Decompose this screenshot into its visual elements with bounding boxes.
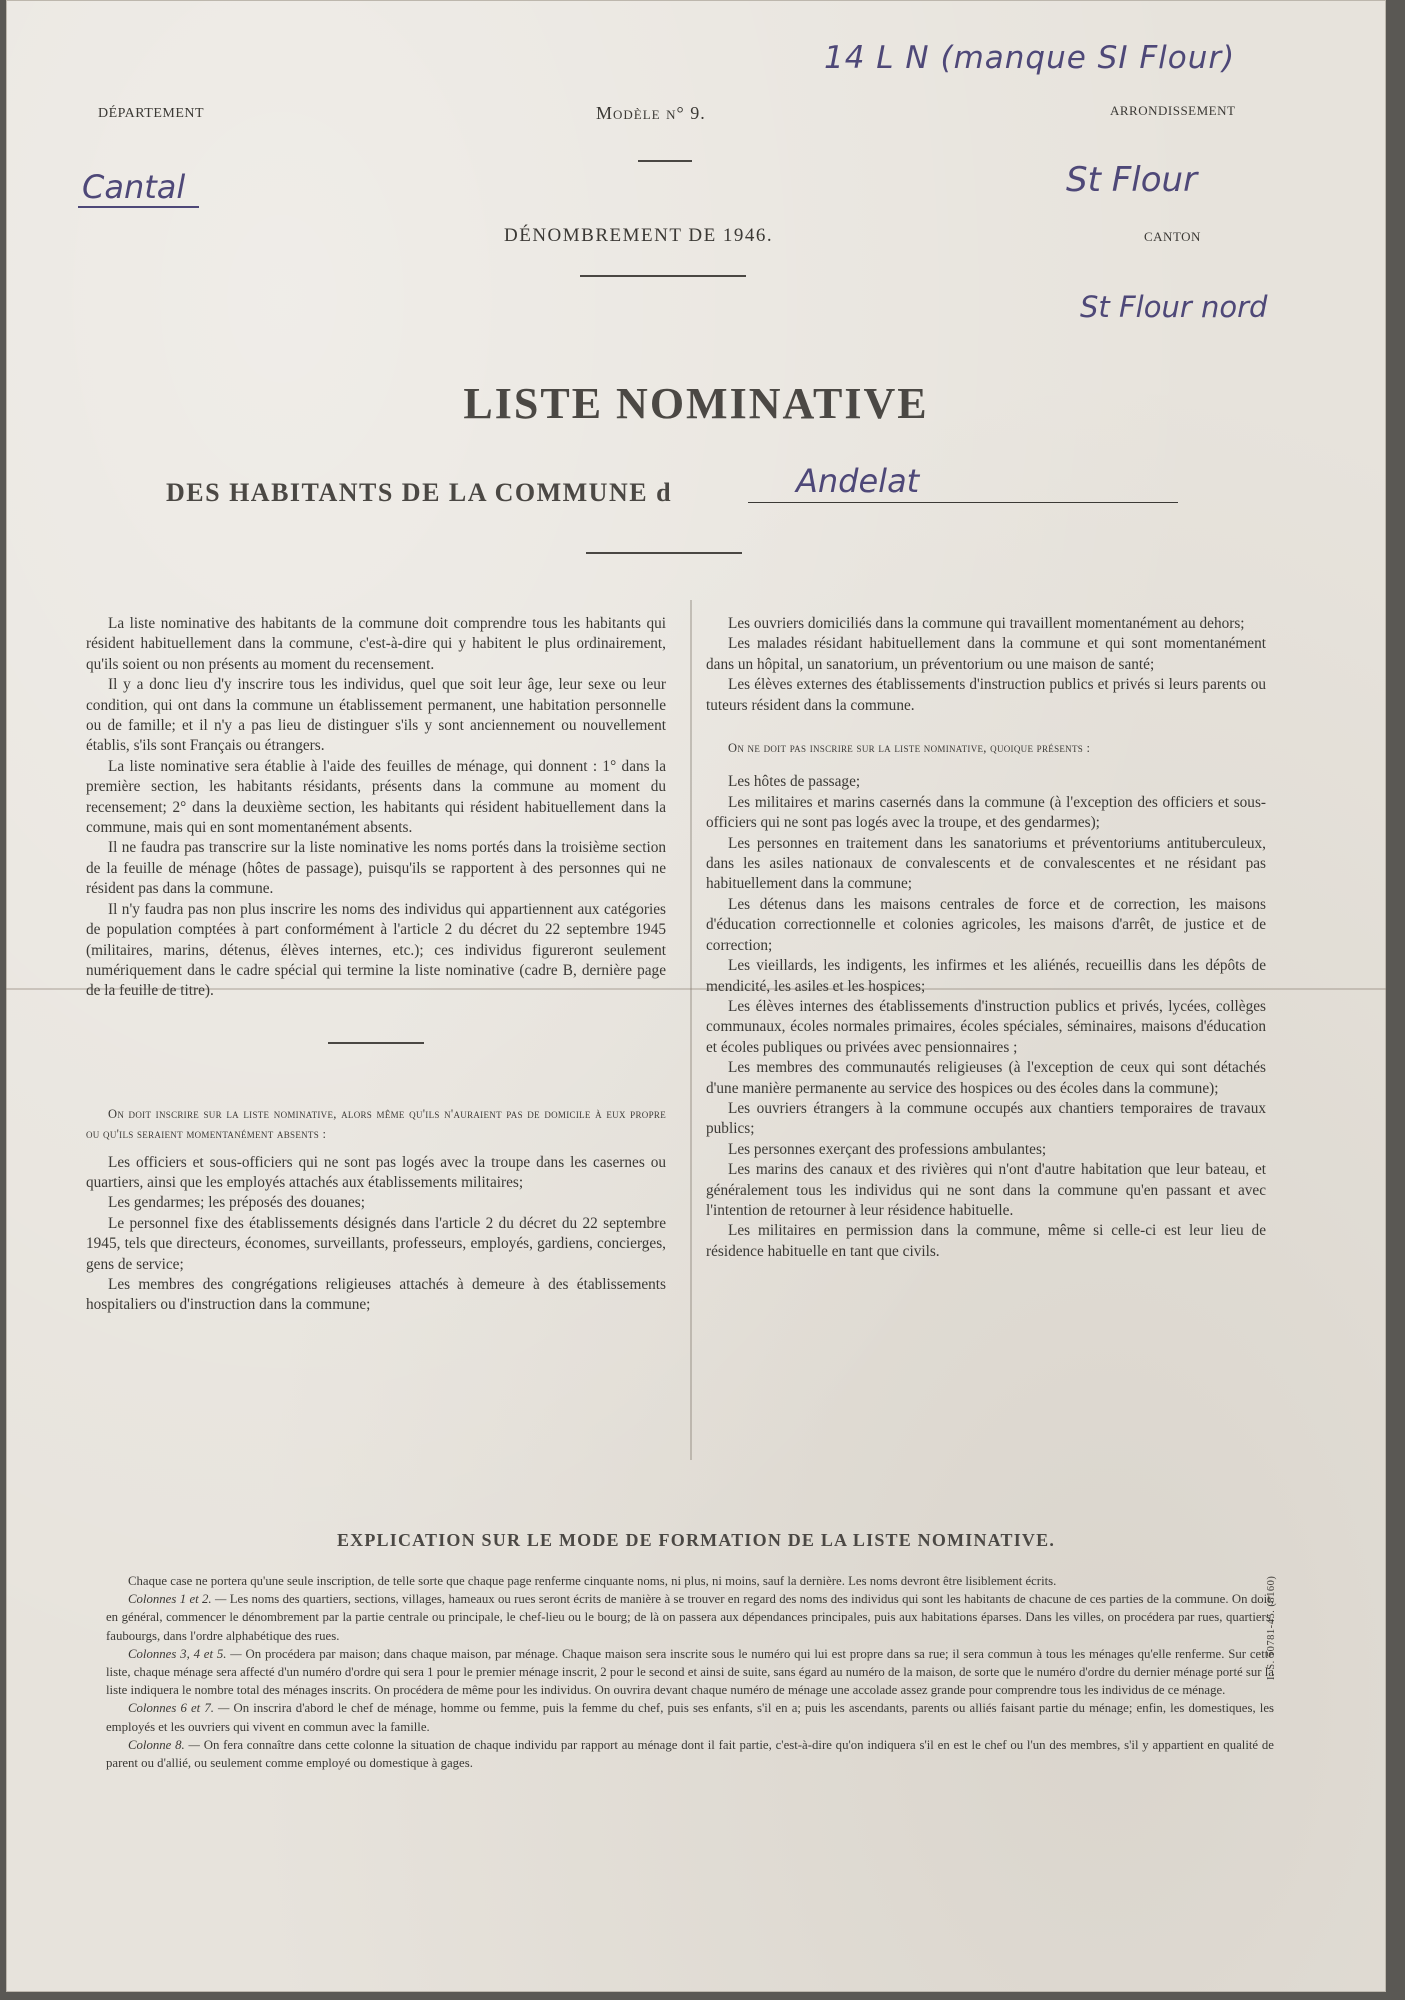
canton-label: CANTON [1144, 229, 1201, 244]
page-title: LISTE NOMINATIVE [463, 379, 929, 428]
inclusion-item: Les élèves externes des établissements d'instruction publics et privés si leurs parents ou tuteurs résident dans la commune. [706, 676, 1266, 714]
denombrement-heading: DÉNOMBREMENT DE 1946. [504, 225, 774, 246]
explication-paragraph: Chaque case ne portera qu'une seule inscription, de telle sorte que chaque page renferme cinquante noms, ni plus, ni moins, sauf la dernière. Les noms devront être lisiblement écrits. [128, 1574, 1057, 1588]
explication-paragraph: Colonnes 3, 4 et 5. — On procédera par maison; dans chaque maison, par ménage. Chaque maison sera inscrite sous le numéro qui lui est propre dans sa rue; il sera commun à tous les ménages qu'elle renferme. Sur cette liste, chaque ménage sera affecté d'un numéro d'ordre qui sera 1 pour le premier ménage inscrit, 2 pour le second et ainsi de suite, sans égard au numéro de la maison, de sorte que le numéro d'ordre du dernier ménage porté sur la liste indiquera le nombre total des ménages inscrits. On procédera de même pour les individus. On ouvrira devant chaque numéro de ménage une accolade assez grande pour comprendre tous les individus de ce ménage. [106, 1646, 1274, 1698]
inclusion-item: Les membres des congrégations religieuses attachés à demeure à des établissements hospitaliers ou d'instruction dans la commune; [86, 1275, 666, 1314]
inclusion-item: Les malades résidant habituellement dans la commune et qui sont momentanément dans un hôpital, un sanatorium, un préventorium ou une maison de santé; [706, 635, 1266, 673]
right-column [706, 614, 1266, 1262]
exclusion-item: Les vieillards, les indigents, les infirmes et les aliénés, recueillis dans les dépôts de mendicité, les asiles et les hospices; [706, 957, 1266, 995]
exclusion-item: Les militaires et marins casernés dans la commune (à l'exception des officiers et sous-officiers qui ne sont pas logés avec la troupe, et des gendarmes); [706, 793, 1266, 832]
exclusion-item: Les marins des canaux et des rivières qui n'ont d'autre habitation que leur bateau, et généralement tous les individus qui ne sont dans la commune qu'en passant et avec l'intention de retourner à leur résidence habituelle. [706, 1161, 1266, 1219]
explication-paragraph: Colonnes 6 et 7. — On inscrira d'abord le chef de ménage, homme ou femme, puis la femme du chef, puis ses enfants, s'il en a; puis les ascendants, parents ou alliés faisant partie du ménage; enfin, les domestiques, les employés et les ouvriers qui vivent en commun avec la famille. [106, 1701, 1274, 1734]
inclusion-item: Les gendarmes; les préposés des douanes; [108, 1194, 365, 1212]
exclusion-item: Les ouvriers étrangers à la commune occupés aux chantiers temporaires de travaux publics; [706, 1099, 1266, 1138]
exclusion-item: Les élèves internes des établissements d'instruction publics et privés, lycées, collèges communaux, écoles normales primaires, écoles spéciales, séminaires, maisons d'éducation et écoles publiques ou privées avec pensionnaires ; [706, 997, 1266, 1056]
inclusion-item: Les officiers et sous-officiers qui ne sont pas logés avec la troupe dans les casernes ou quartiers, ainsi que les employés attachés aux établissements militaires; [86, 1153, 666, 1191]
paper-fold-vertical [690, 600, 692, 1460]
divider-rule [580, 275, 746, 277]
instruction-paragraph: Il n'y faudra pas non plus inscrire les noms des individus qui appartiennent aux catégories de population comptées à part conformément à l'article 2 du décret du 22 septembre 1945 (militaires, marins, détenus, élèves internes, etc.); ces individus figureront seulement numériquement dans le cadre spécial qui termine la liste nominative (cadre B, dernière page de la feuille de titre). [86, 900, 666, 1000]
exclusion-item: Les membres des communautés religieuses (à l'exception de ceux qui sont détachés d'une manière permanente au service des hospices ou des écoles dans la commune); [706, 1059, 1266, 1097]
handwritten-departement: Cantal [78, 168, 199, 208]
divider-rule [328, 1042, 424, 1044]
inclusion-item: Les ouvriers domiciliés dans la commune qui travaillent momentanément au dehors; [728, 615, 1245, 632]
inclusion-item: Le personnel fixe des établissements désignés dans l'article 2 du décret du 22 septembre 1945, tels que directeurs, économes, surveillants, professeurs, employés, gardiens, concierges, gens de service; [86, 1214, 666, 1273]
handwritten-arrondissement: St Flour [1066, 160, 1198, 200]
explication-paragraph: Colonnes 1 et 2. — Les noms des quartiers, sections, villages, hameaux ou rues seront écrits de manière à se trouver en regard des noms des individus qui sont les habitants de chacune de ces parties de la commune. On doit, en général, commencer le dénombrement par la partie centrale ou principale, le chef-lieu ou le bourg; de là on passera aux dépendances principales, puis aux habitations éparses. Dans les villes, on procédera par rues, quartiers, faubourgs, dans l'ordre alphabétique des rues. [106, 1592, 1274, 1643]
instruction-paragraph: La liste nominative des habitants de la commune doit comprendre tous les habitants qui résident habituellement dans la commune, c'est-à-dire qui y habitent le plus ordinairement, qu'ils soient ou non présents au moment du recensement. [86, 615, 666, 673]
handwritten-archive-note: 14 L N (manque SI Flour) [824, 40, 1236, 76]
handwritten-commune: Andelat [796, 462, 920, 500]
exclusion-item: Les personnes exerçant des professions ambulantes; [728, 1140, 1047, 1158]
left-column [86, 614, 666, 1316]
instruction-paragraph: Il ne faudra pas transcrire sur la liste nominative les noms portés dans la troisième section de la feuille de ménage (hôtes de passage), puisqu'ils se rapportent à des personnes qui ne résident pas dans la commune. [86, 839, 666, 898]
modele-number: Modèle n° 9. [596, 103, 706, 123]
exclusion-item: Les détenus dans les maisons centrales de force et de correction, les maisons d'éducation correctionnelle et colonies agricoles, les maisons d'arrêt, de justice et de correction; [706, 895, 1266, 954]
exclusion-intro: On ne doit pas inscrire sur la liste nominative, quoique présents : [728, 741, 1091, 756]
arrondissement-label: ARRONDISSEMENT [1110, 103, 1236, 118]
instruction-paragraph: Il y a donc lieu d'y inscrire tous les individus, quel que soit leur âge, leur sexe ou leur condition, qui ont dans la commune un établissement permanent, une habitation personnelle ou de famille; et il n'y a pas lieu de distinguer s'ils y sont anciennement ou nouvellement établis, s'ils sont Français ou étrangers. [86, 676, 666, 755]
exclusion-item: Les militaires en permission dans la commune, même si celle-ci est leur lieu de résidence habituelle en tant que civils. [706, 1222, 1266, 1260]
print-reference: I. S. 50781-45. (8160) [1266, 1575, 1277, 1680]
divider-rule [586, 552, 742, 554]
census-form-page [6, 0, 1386, 1992]
departement-label: DÉPARTEMENT [98, 106, 205, 121]
divider-rule [638, 160, 692, 162]
commune-name-line [748, 502, 1178, 503]
commune-subtitle: DES HABITANTS DE LA COMMUNE d [166, 478, 673, 507]
handwritten-canton: St Flour nord [1080, 290, 1268, 324]
explication-body [106, 1572, 1274, 1772]
inclusion-intro: On doit inscrire sur la liste nominative, alors même qu'ils n'auraient pas de domicile à eux propre ou qu'ils seraient momentanément absents : [86, 1106, 666, 1142]
exclusion-item: Les hôtes de passage; [728, 773, 861, 791]
instruction-paragraph: La liste nominative sera établie à l'aide des feuilles de ménage, qui donnent : 1° dans la première section, les habitants résidants, présents dans la commune au moment du recensement; 2° dans la deuxième section, les habitants qui résident habituellement dans la commune, mais qui en sont momentanément absents. [86, 757, 666, 837]
explication-title: EXPLICATION SUR LE MODE DE FORMATION DE LA LISTE NOMINATIVE. [336, 1530, 1056, 1550]
exclusion-item: Les personnes en traitement dans les sanatoriums et préventoriums antituberculeux, dans les asiles nationaux de convalescents et de convalescentes et ne résidant pas habituellement dans la commune; [706, 834, 1266, 893]
explication-paragraph: Colonne 8. — On fera connaître dans cette colonne la situation de chaque individu par rapport au ménage dont il fait partie, c'est-à-dire qu'on indiquera s'il en est le chef ou l'un des membres, s'il y appartient en qualité de parent ou d'allié, ou seulement comme employé ou domestique à gages. [106, 1737, 1274, 1771]
